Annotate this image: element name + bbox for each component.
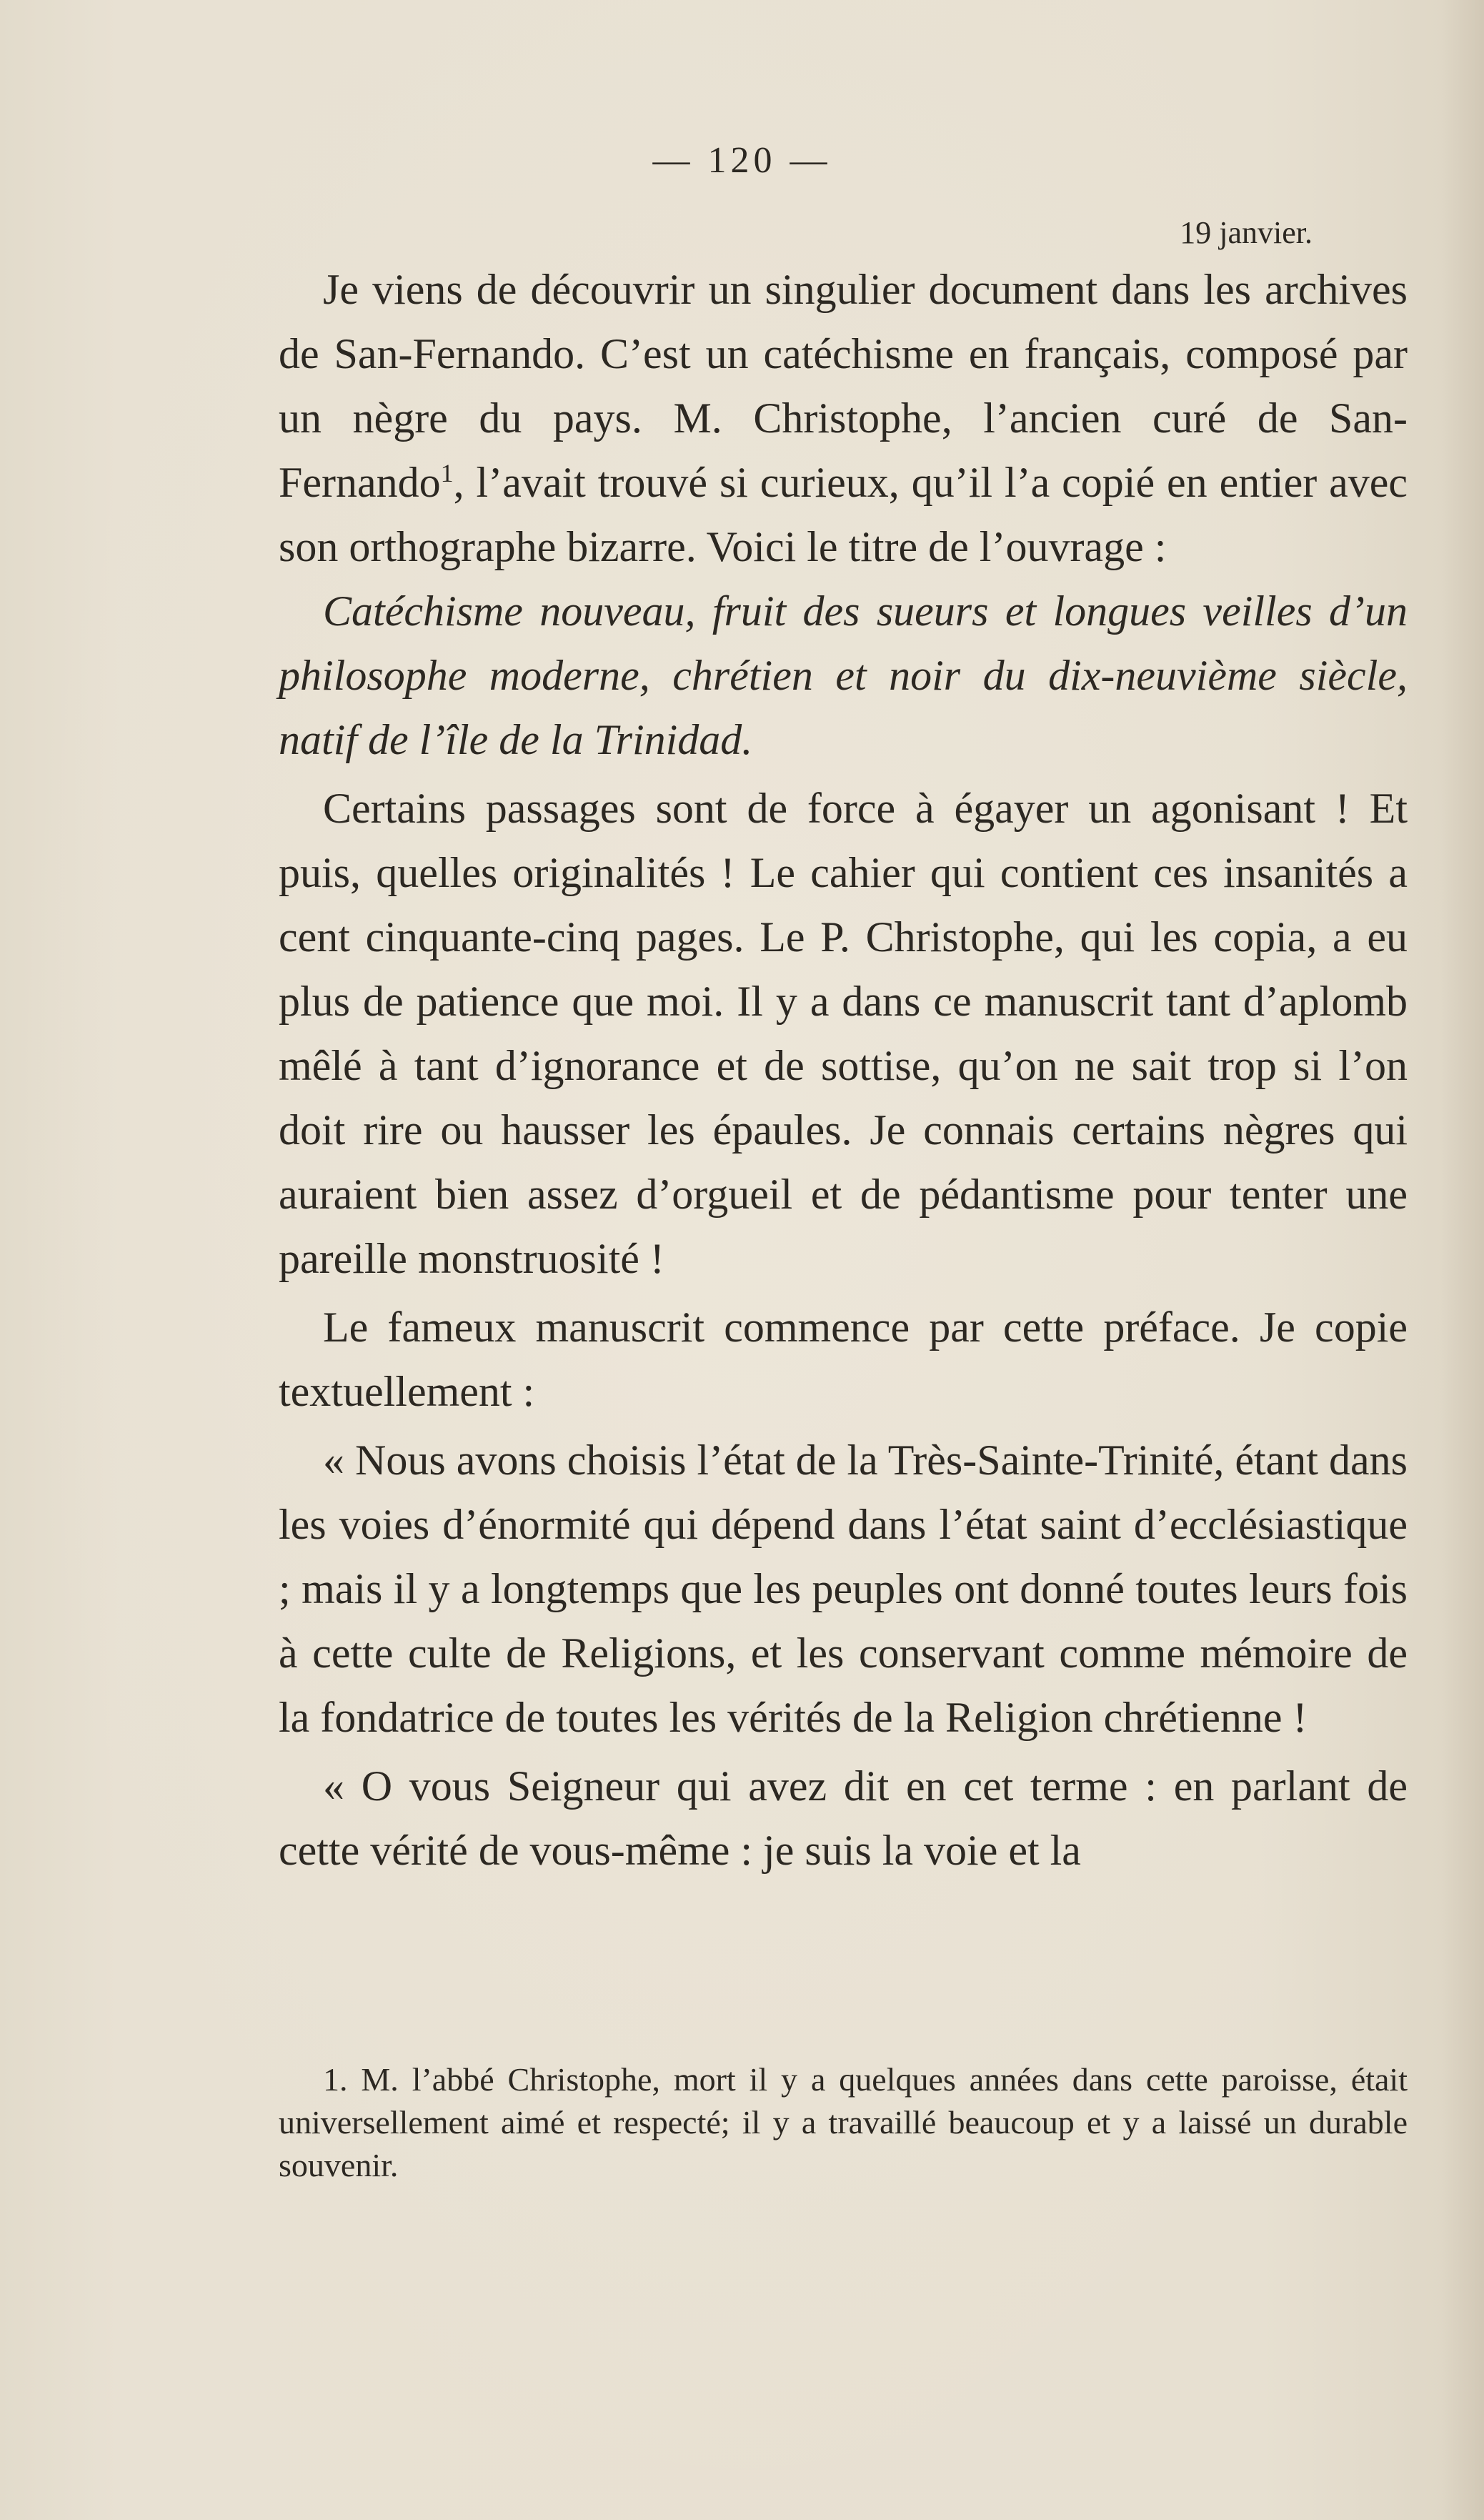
- footnote-ref: 1: [440, 459, 454, 487]
- paragraph-5: « O vous Seigneur qui avez dit en cet terme : en parlant de cette vérité de vous-même : je suis la voie et la: [279, 1762, 1408, 1874]
- footnote-text: 1. M. l’abbé Christophe, mort il y a quelques années dans cette paroisse, était universellement aimé et respecté; il y a travaillé beaucoup et y a laissé un durable souvenir.: [279, 2061, 1408, 2183]
- paragraph-4: « Nous avons choisis l’état de la Très-Sainte-Trinité, étant dans les voies d’énormité qui dépend dans l’état saint d’ecclésiastique ; mais il y a longtemps que les peuples ont donné toutes leurs fois à cette culte de Religions, et les conservant comme mémoire de la fondatrice de toutes les vérités de la Religion chrétienne !: [279, 1437, 1408, 1741]
- footnote: [279, 2058, 1408, 2187]
- book-title-quote: [279, 579, 1408, 772]
- paragraph-1-rest: , l’avait trouvé si curieux, qu’il l’a copié en entier avec son orthographe bizarre. Voici le titre de l’ouvrage :: [279, 459, 1408, 570]
- paragraph-2: Certains passages sont de force à égayer un agonisant ! Et puis, quelles originalités ! Le cahier qui contient ces insanités a cent cinquante-cinq pages. Le P. Christophe, qui les copia, a eu plus de patience que moi. Il y a dans ce manuscrit tant d’aplomb mêlé à tant d’ignorance et de sottise, qu’on ne sait trop si l’on doit rire ou hausser les épaules. Je connais certains nègres qui auraient bien assez d’orgueil et de pédantisme pour tenter une pareille monstruosité !: [279, 785, 1408, 1282]
- main-text: [279, 257, 1408, 1882]
- entry-date: 19 janvier.: [1180, 215, 1313, 250]
- paragraph-3: Le fameux manuscrit commence par cette préface. Je copie textuellement :: [279, 1304, 1408, 1415]
- paragraph-1: [279, 257, 1408, 579]
- book-title: Catéchisme nouveau, fruit des sueurs et longues veilles d’un philosophe moderne, chrétien et noir du dix-neuvième siècle, natif de l’île de la Trinidad.: [279, 587, 1408, 763]
- paragraph-1-text: Je viens de découvrir un singulier document dans les archives de San-Fernando. C’est un catéchisme en français, composé par un nègre du pays. M. Christophe, l’ancien curé de San-Fernando: [279, 266, 1408, 506]
- page-number: — 120 —: [652, 140, 832, 181]
- page-edge-shadow: [1441, 0, 1484, 2520]
